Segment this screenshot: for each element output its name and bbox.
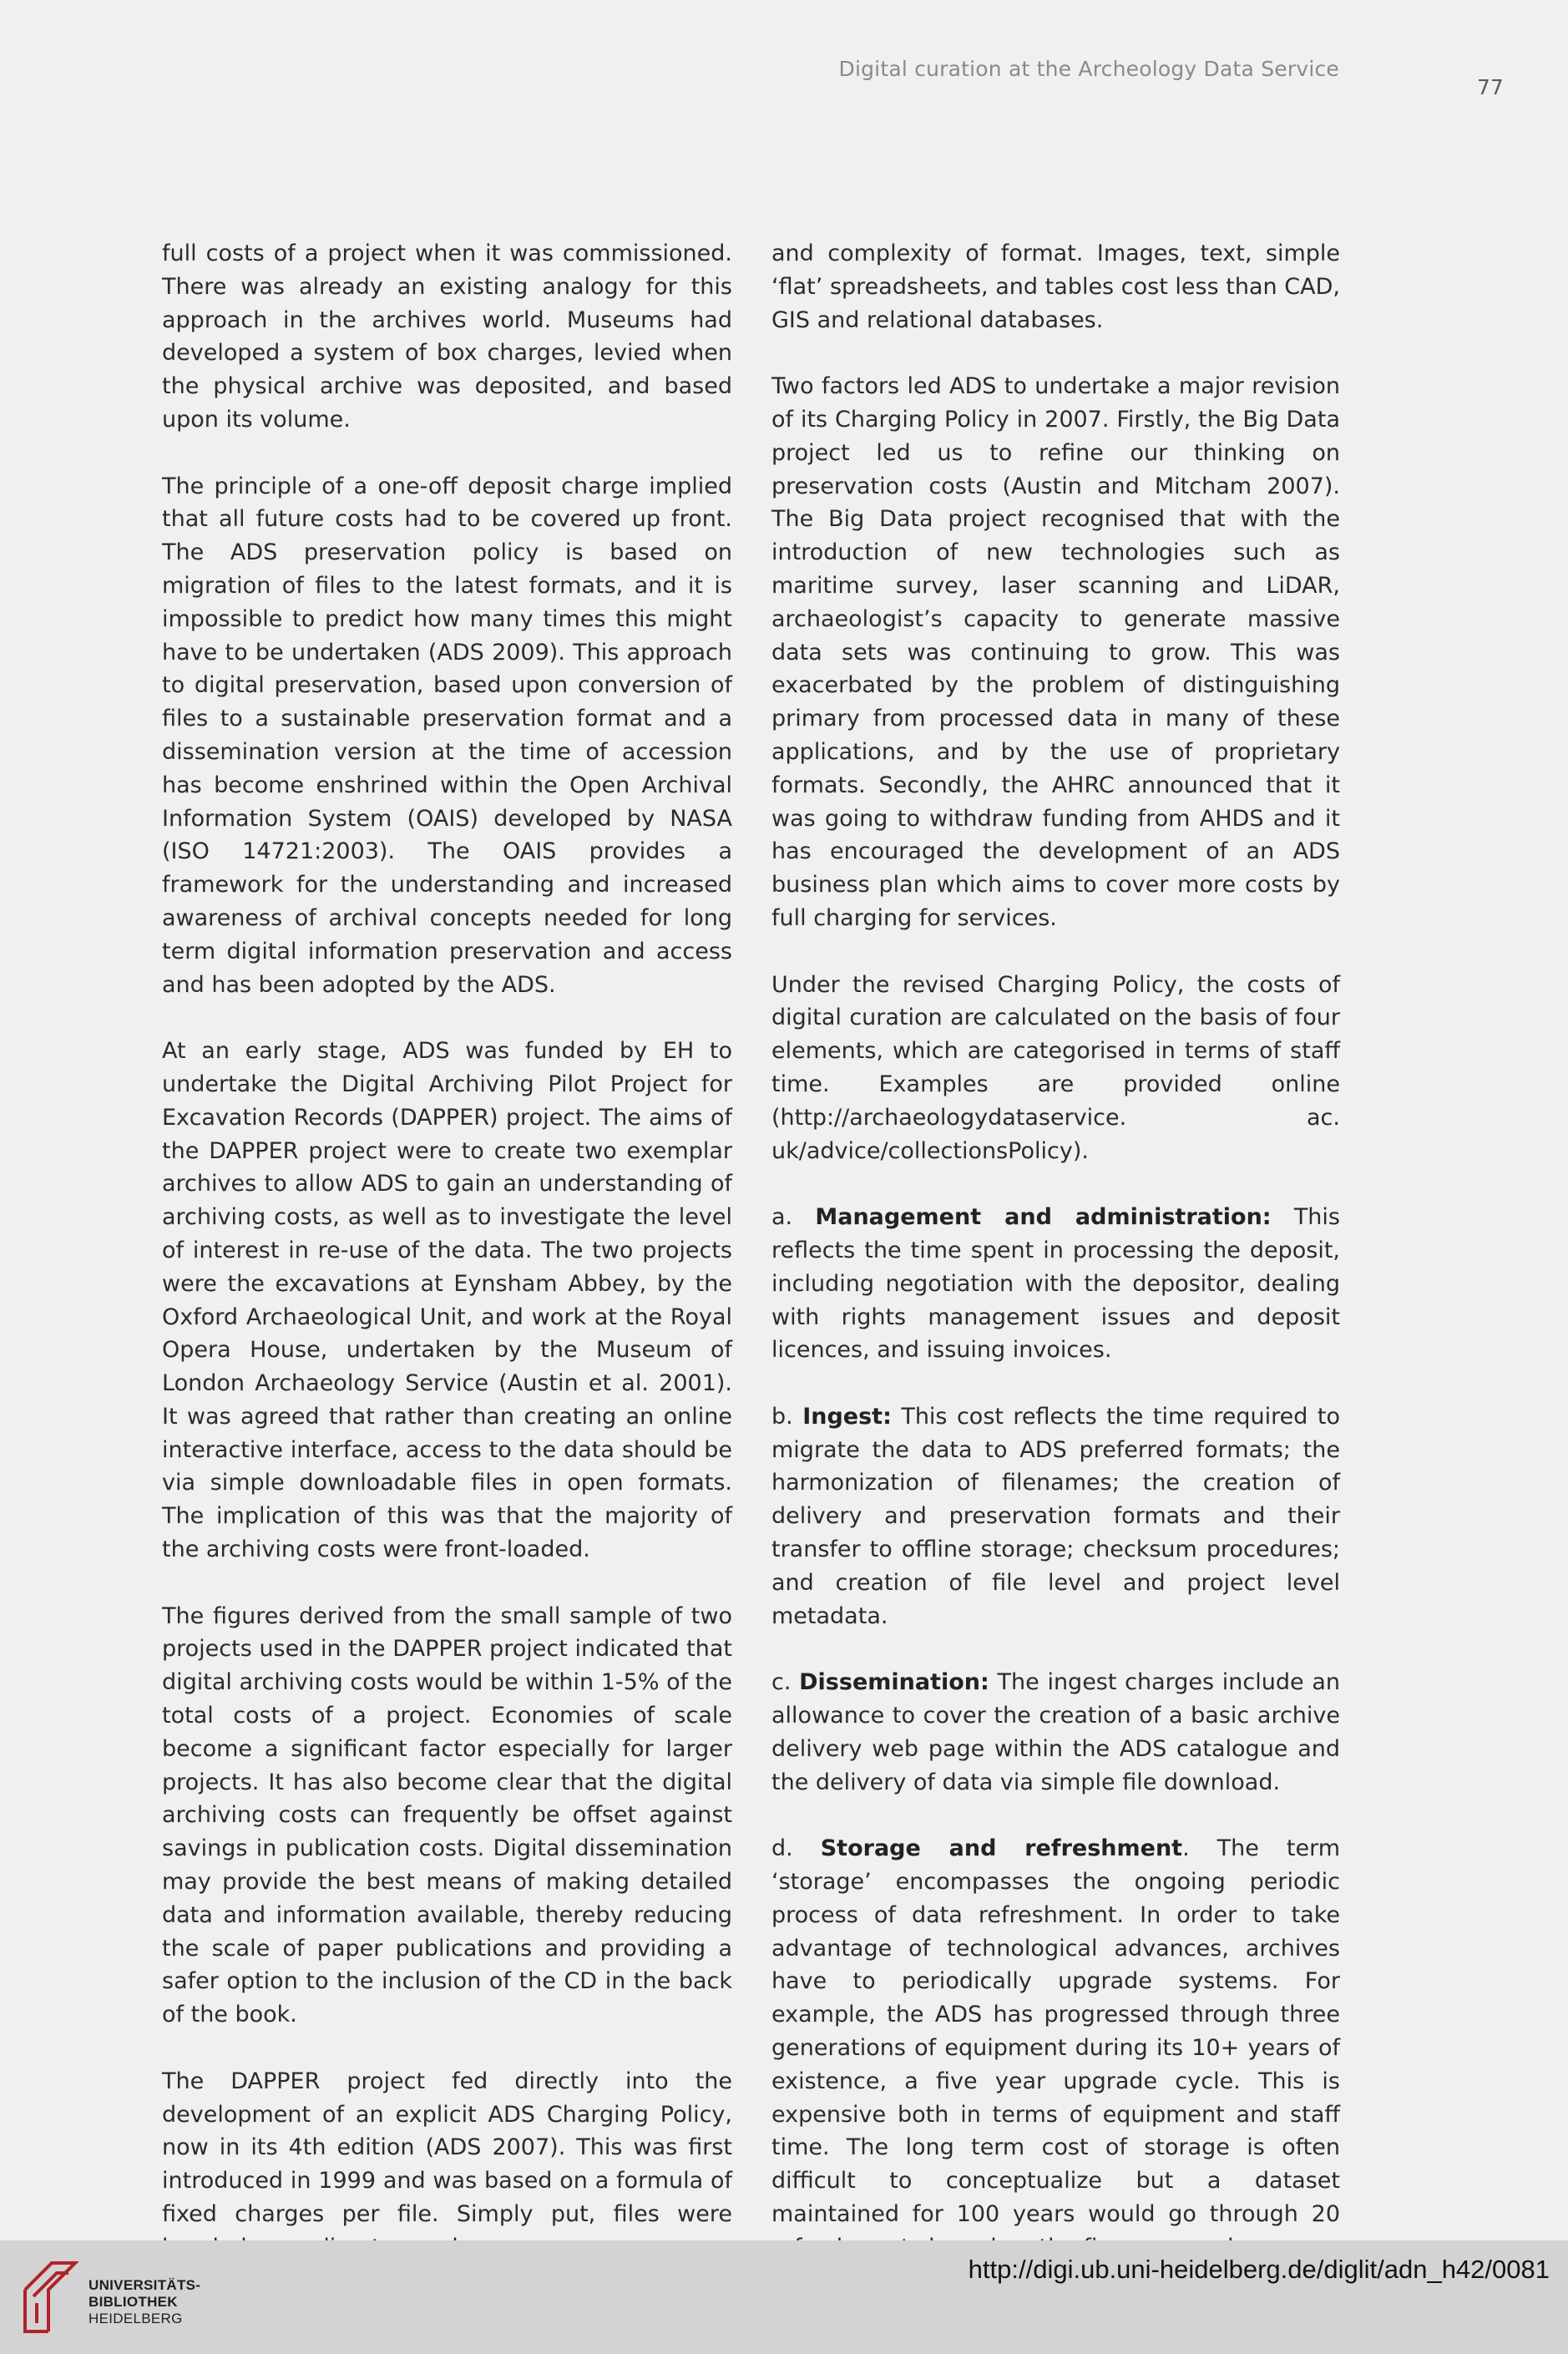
list-heading: Storage and refreshment <box>820 1835 1183 1862</box>
paragraph: and complexity of format. Images, text, simple ‘flat’ spreadsheets, and tables cost less than CAD, GIS and relational databases. <box>771 240 1340 333</box>
paragraph: Under the revised Charging Policy, the costs of digital curation are calculated on the basis of four elements, which are categorised in terms of staff time. Examples are provided online (http://archaeologydataservice. ac. uk/advice/collectionsPolicy). <box>771 971 1340 1164</box>
paragraph: The figures derived from the small sample of two projects used in the DAPPER project indicated that digital archiving costs would be within 1-5% of the total costs of a project. Economies of scale become a significant factor especially for larger projects. It has also become clear that the digital archiving costs can frequently be offset against savings in publication costs. Digital dissemination may provide the best means of making detailed data and information available, thereby reducing the scale of paper publications and providing a safer option to the inclusion of the CD in the back of the book. <box>162 1602 732 2028</box>
list-marker: a. <box>771 1204 793 1231</box>
paragraph: Two factors led ADS to undertake a major revision of its Charging Policy in 2007. Firstly, the Big Data project led us to refine our thinking on preservation costs (Austin and Mitcham 2007). The Big Data project recognised that with the introduction of new technologies such as maritime survey, laser scanning and LiDAR, archaeologist’s capacity to generate massive data sets was continuing to grow. This was exacerbated by the problem of distinguishing primary from processed data in many of these applications, and by the use of proprietary formats. Secondly, the AHRC announced that it was going to withdraw funding from AHDS and it has encouraged the development of an ADS business plan which aims to cover more costs by full charging for services. <box>771 373 1340 931</box>
library-logo-icon <box>20 2256 80 2336</box>
list-item-dissemination <box>771 1666 1340 1799</box>
source-url-link[interactable]: http://digi.ub.uni-heidelberg.de/diglit/adn_h42/0081 <box>968 2255 1550 2284</box>
library-name <box>89 2277 200 2327</box>
list-item-ingest <box>771 1400 1340 1633</box>
paragraph: At an early stage, ADS was funded by EH to undertake the Digital Archiving Pilot Project for Excavation Records (DAPPER) project. The aims of the DAPPER project were to create two exemplar archives to allow ADS to gain an understanding of archiving costs, as well as to investigate the level of interest in re-use of the data. The two projects were the excavations at Eynsham Abbey, by the Oxford Archaeological Unit, and work at the Royal Opera House, undertaken by the Museum of London Archaeology Service (Austin et al. 2001). It was agreed that rather than creating an online interactive interface, access to the data should be via simple downloadable files in open formats. The implication of this was that the majority of the archiving costs were front-loaded. <box>162 1038 732 1563</box>
list-text: The ingest charges include an allowance to cover the creation of a basic archive delivery web page within the ADS catalogue and the delivery of data via simple file download. <box>771 1669 1340 1795</box>
running-header: Digital curation at the Archeology Data Service <box>838 57 1339 81</box>
page-number: 77 <box>1477 75 1504 99</box>
list-marker: b. <box>771 1403 793 1430</box>
list-text: This reflects the time spent in processing the deposit, including negotiation with the depositor, dealing with rights management issues and deposit licences, and issuing invoices. <box>771 1204 1340 1364</box>
list-heading: Dissemination: <box>799 1669 989 1696</box>
library-name-line: HEIDELBERG <box>89 2311 183 2326</box>
library-name-line: BIBLIOTHEK <box>89 2294 178 2310</box>
list-item-management <box>771 1201 1340 1367</box>
left-column <box>162 237 732 2297</box>
list-item-storage <box>771 1832 1340 2264</box>
list-text: This cost reflects the time required to migrate the data to ADS preferred formats; the harmonization of filenames; the creation of delivery and preservation formats and their transfer to offline storage; checksum procedures; and creation of file level and project level metadata. <box>771 1403 1340 1629</box>
right-column <box>771 237 1340 2297</box>
list-heading: Ingest: <box>802 1403 892 1430</box>
list-heading: Management and administration: <box>815 1204 1272 1231</box>
list-text: . The term ‘storage’ encompasses the ongoing periodic process of data refreshment. In order to take advantage of technological advances, archives have to periodically upgrade systems. For example, the ADS has progressed through three generations of equipment during its 10+ years of existence, a five year upgrade cycle. This is expensive both in terms of equipment and staff time. The long term cost of storage is often difficult to conceptualize but a dataset maintained for 100 years would go through 20 <box>771 1835 1340 2228</box>
list-marker: c. <box>771 1669 792 1696</box>
paragraph: The DAPPER project fed directly into the development of an explicit ADS Charging Policy, now in its 4th edition (ADS 2007). This was first introduced in 1999 and was based on a formula of fixed charges per file. Simply put, files were <box>162 2068 732 2228</box>
paragraph: The principle of a one-off deposit charge implied that all future costs had to be covered up front. The ADS preservation policy is based on migration of files to the latest formats, and it is impossible to predict how many times this might have to be undertaken (ADS 2009). This approach to digital preservation, based upon conversion of files to a sustainable preservation format and a dissemination version at the time of accession has become enshrined within the Open Archival Information System (OAIS) developed by NASA (ISO 14721:2003). The OAIS provides a framework for the understanding and increased awareness of archival concepts needed for long term digital information preservation and access and has been adopted by the ADS. <box>162 473 732 998</box>
library-name-line: UNIVERSITÄTS- <box>89 2277 201 2293</box>
list-marker: d. <box>771 1835 793 1862</box>
paragraph: full costs of a project when it was commissioned. There was already an existing analogy for this approach in the archives world. Museums had developed a system of box charges, levied when the physical archive was deposited, and based upon its volume. <box>162 240 732 433</box>
